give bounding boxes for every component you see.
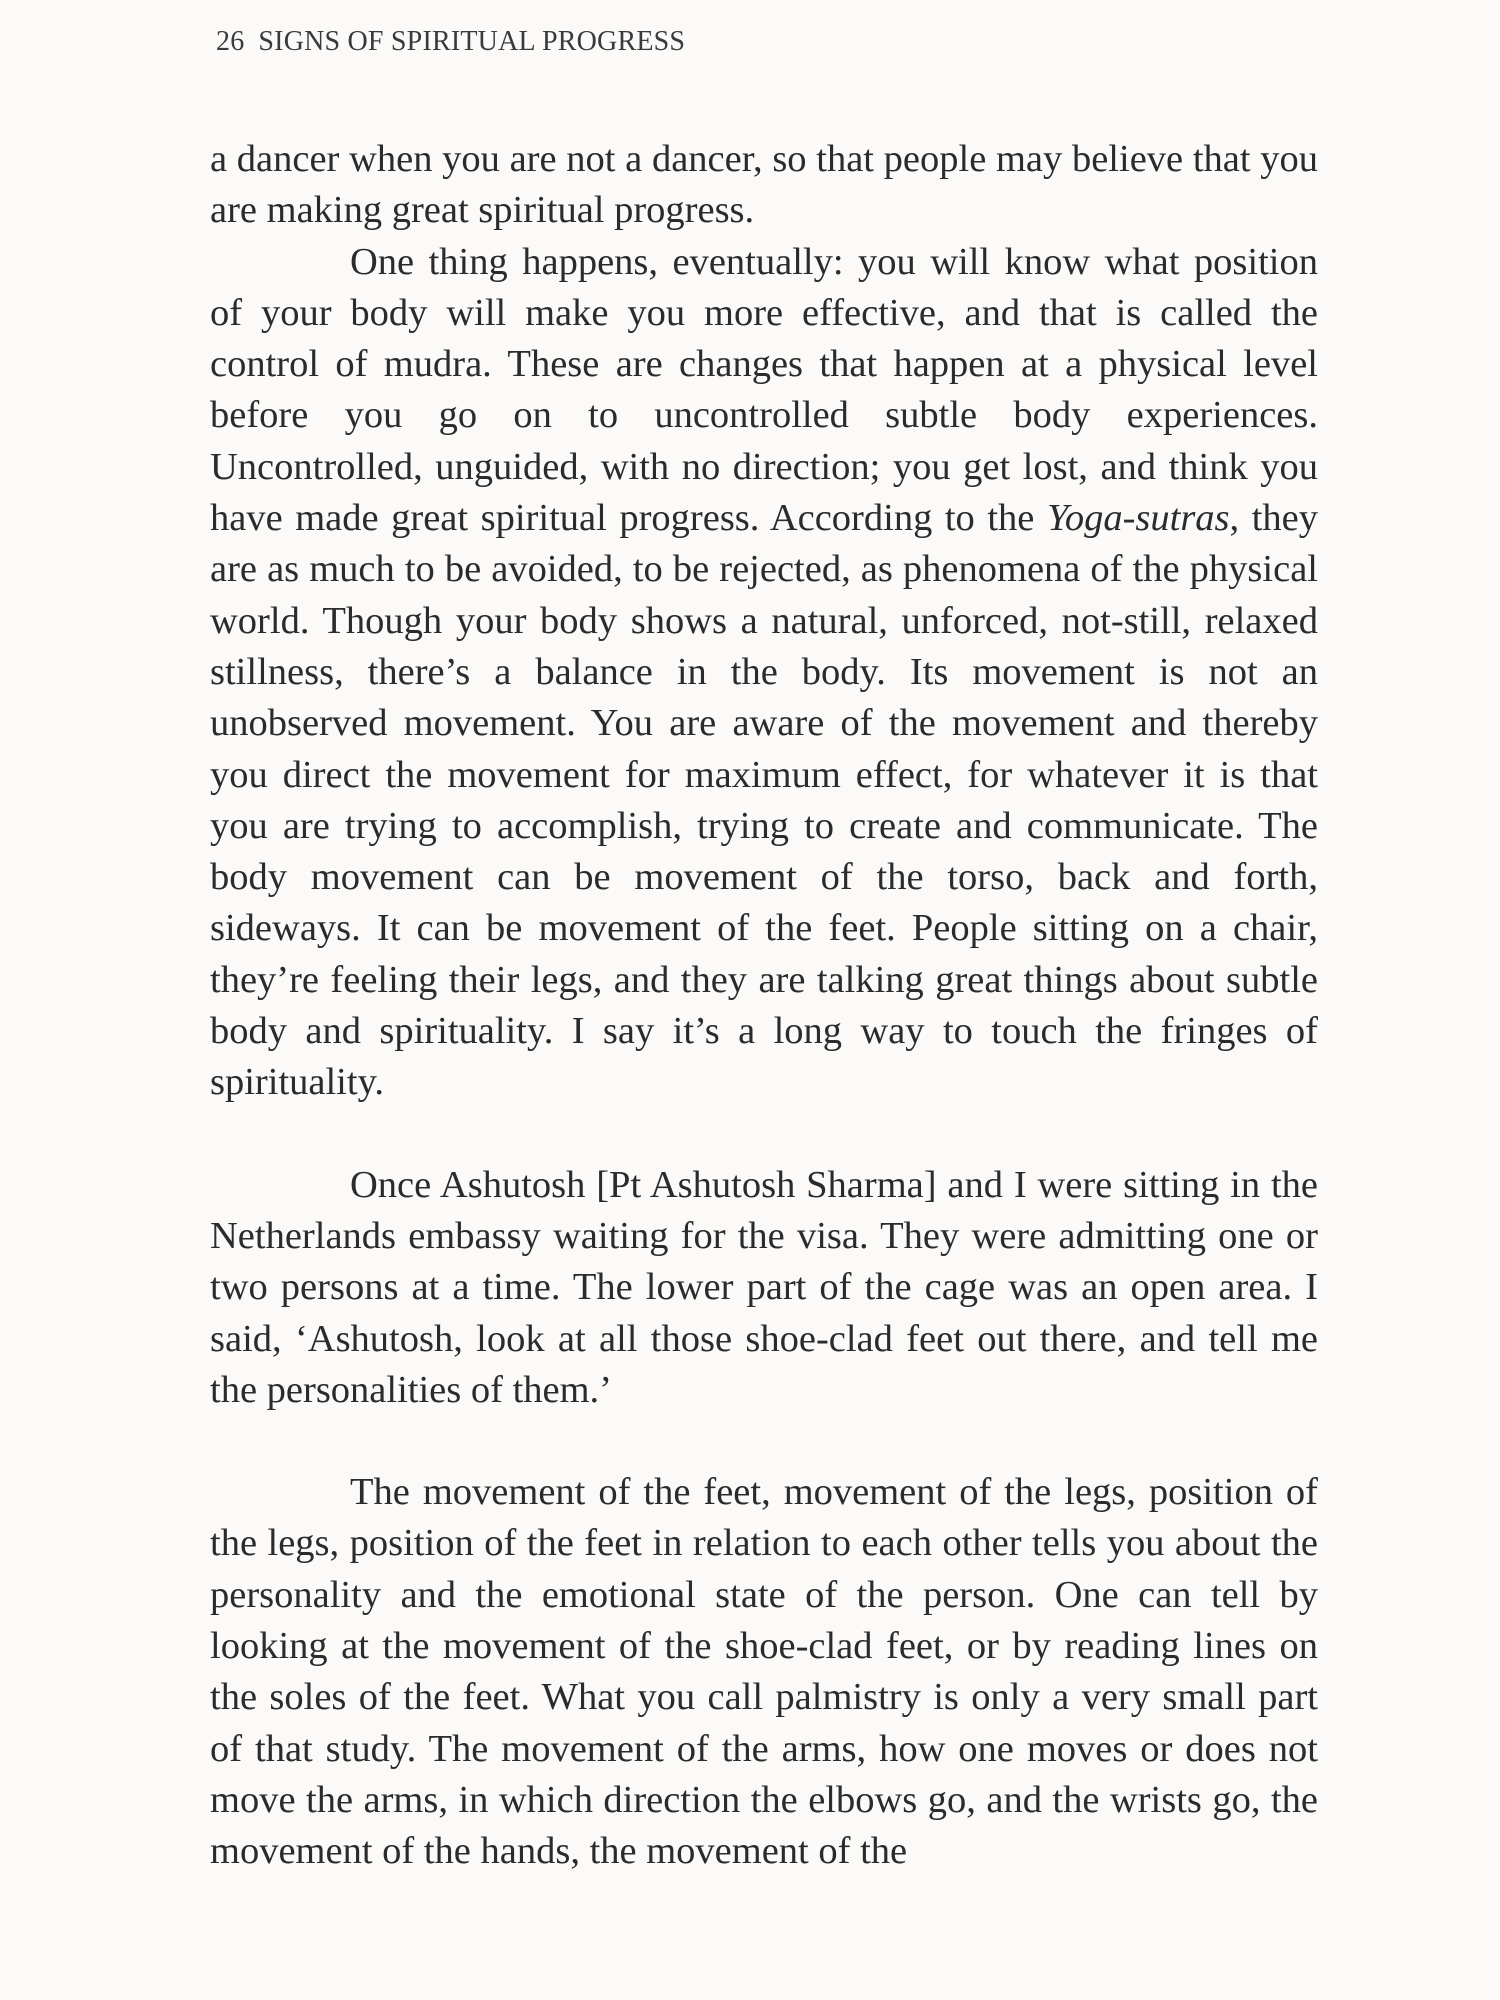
paragraph-mudra xyxy=(210,237,1318,1109)
yoga-sutras-title: Yoga-sutras xyxy=(1046,497,1230,540)
body-text xyxy=(210,134,1318,1878)
paragraph-mudra-text-after: , they are as much to be avoided, to be rejected, as phenomena of the physical world. Though your body shows a natural, unforced, not-still, relaxed stillness, there’s a balance in the body. Its movement is not an unobserved movement. You are aware of the movement and thereby you direct the movement for maximum effect, for whatever it is that you are trying to accomplish, trying to create and communicate. The body movement can be movement of the torso, back and forth, sideways. It can be movement of the feet. People sitting on a chair, they’re feeling their legs, and they are talking great things about subtle body and spirituality. I say it’s a long way to touch the fringes of spirituality. xyxy=(210,497,1318,1104)
paragraph-feet-movement: The movement of the feet, movement of the legs, position of the legs, position of the feet in relation to each other tells you about the personality and the emotional state of the person. One can tell by looking at the movement of the shoe-clad feet, or by reading lines on the soles of the feet. What you call palmistry is only a very small part of that study. The movement of the arms, how one moves or does not move the arms, in which direction the elbows go, and the wrists go, the movement of the hands, the movement of the xyxy=(210,1471,1318,1873)
running-title: SIGNS OF SPIRITUAL PROGRESS xyxy=(258,26,686,57)
paragraph-continued: a dancer when you are not a dancer, so that people may believe that you are making great spiritual progress. xyxy=(210,138,1318,232)
paragraph-embassy: Once Ashutosh [Pt Ashutosh Sharma] and I were sitting in the Netherlands embassy waiting for the visa. They were admitting one or two persons at a time. The lower part of the cage was an open area. I said, ‘Ashutosh, look at all those shoe-clad feet out there, and tell me the personalities of them.’ xyxy=(210,1163,1318,1411)
page-number: 26 xyxy=(216,26,245,57)
running-head xyxy=(216,26,685,58)
paragraph-mudra-text-before: One thing happens, eventually: you will know what position of your body will make you more effective, and that is called the control of mudra. These are changes that happen at a physical level before you go on to uncontrolled subtle body experiences. Uncontrolled, unguided, with no direction; you get lost, and think you have made great spiritual progress. According to the xyxy=(210,240,1318,540)
